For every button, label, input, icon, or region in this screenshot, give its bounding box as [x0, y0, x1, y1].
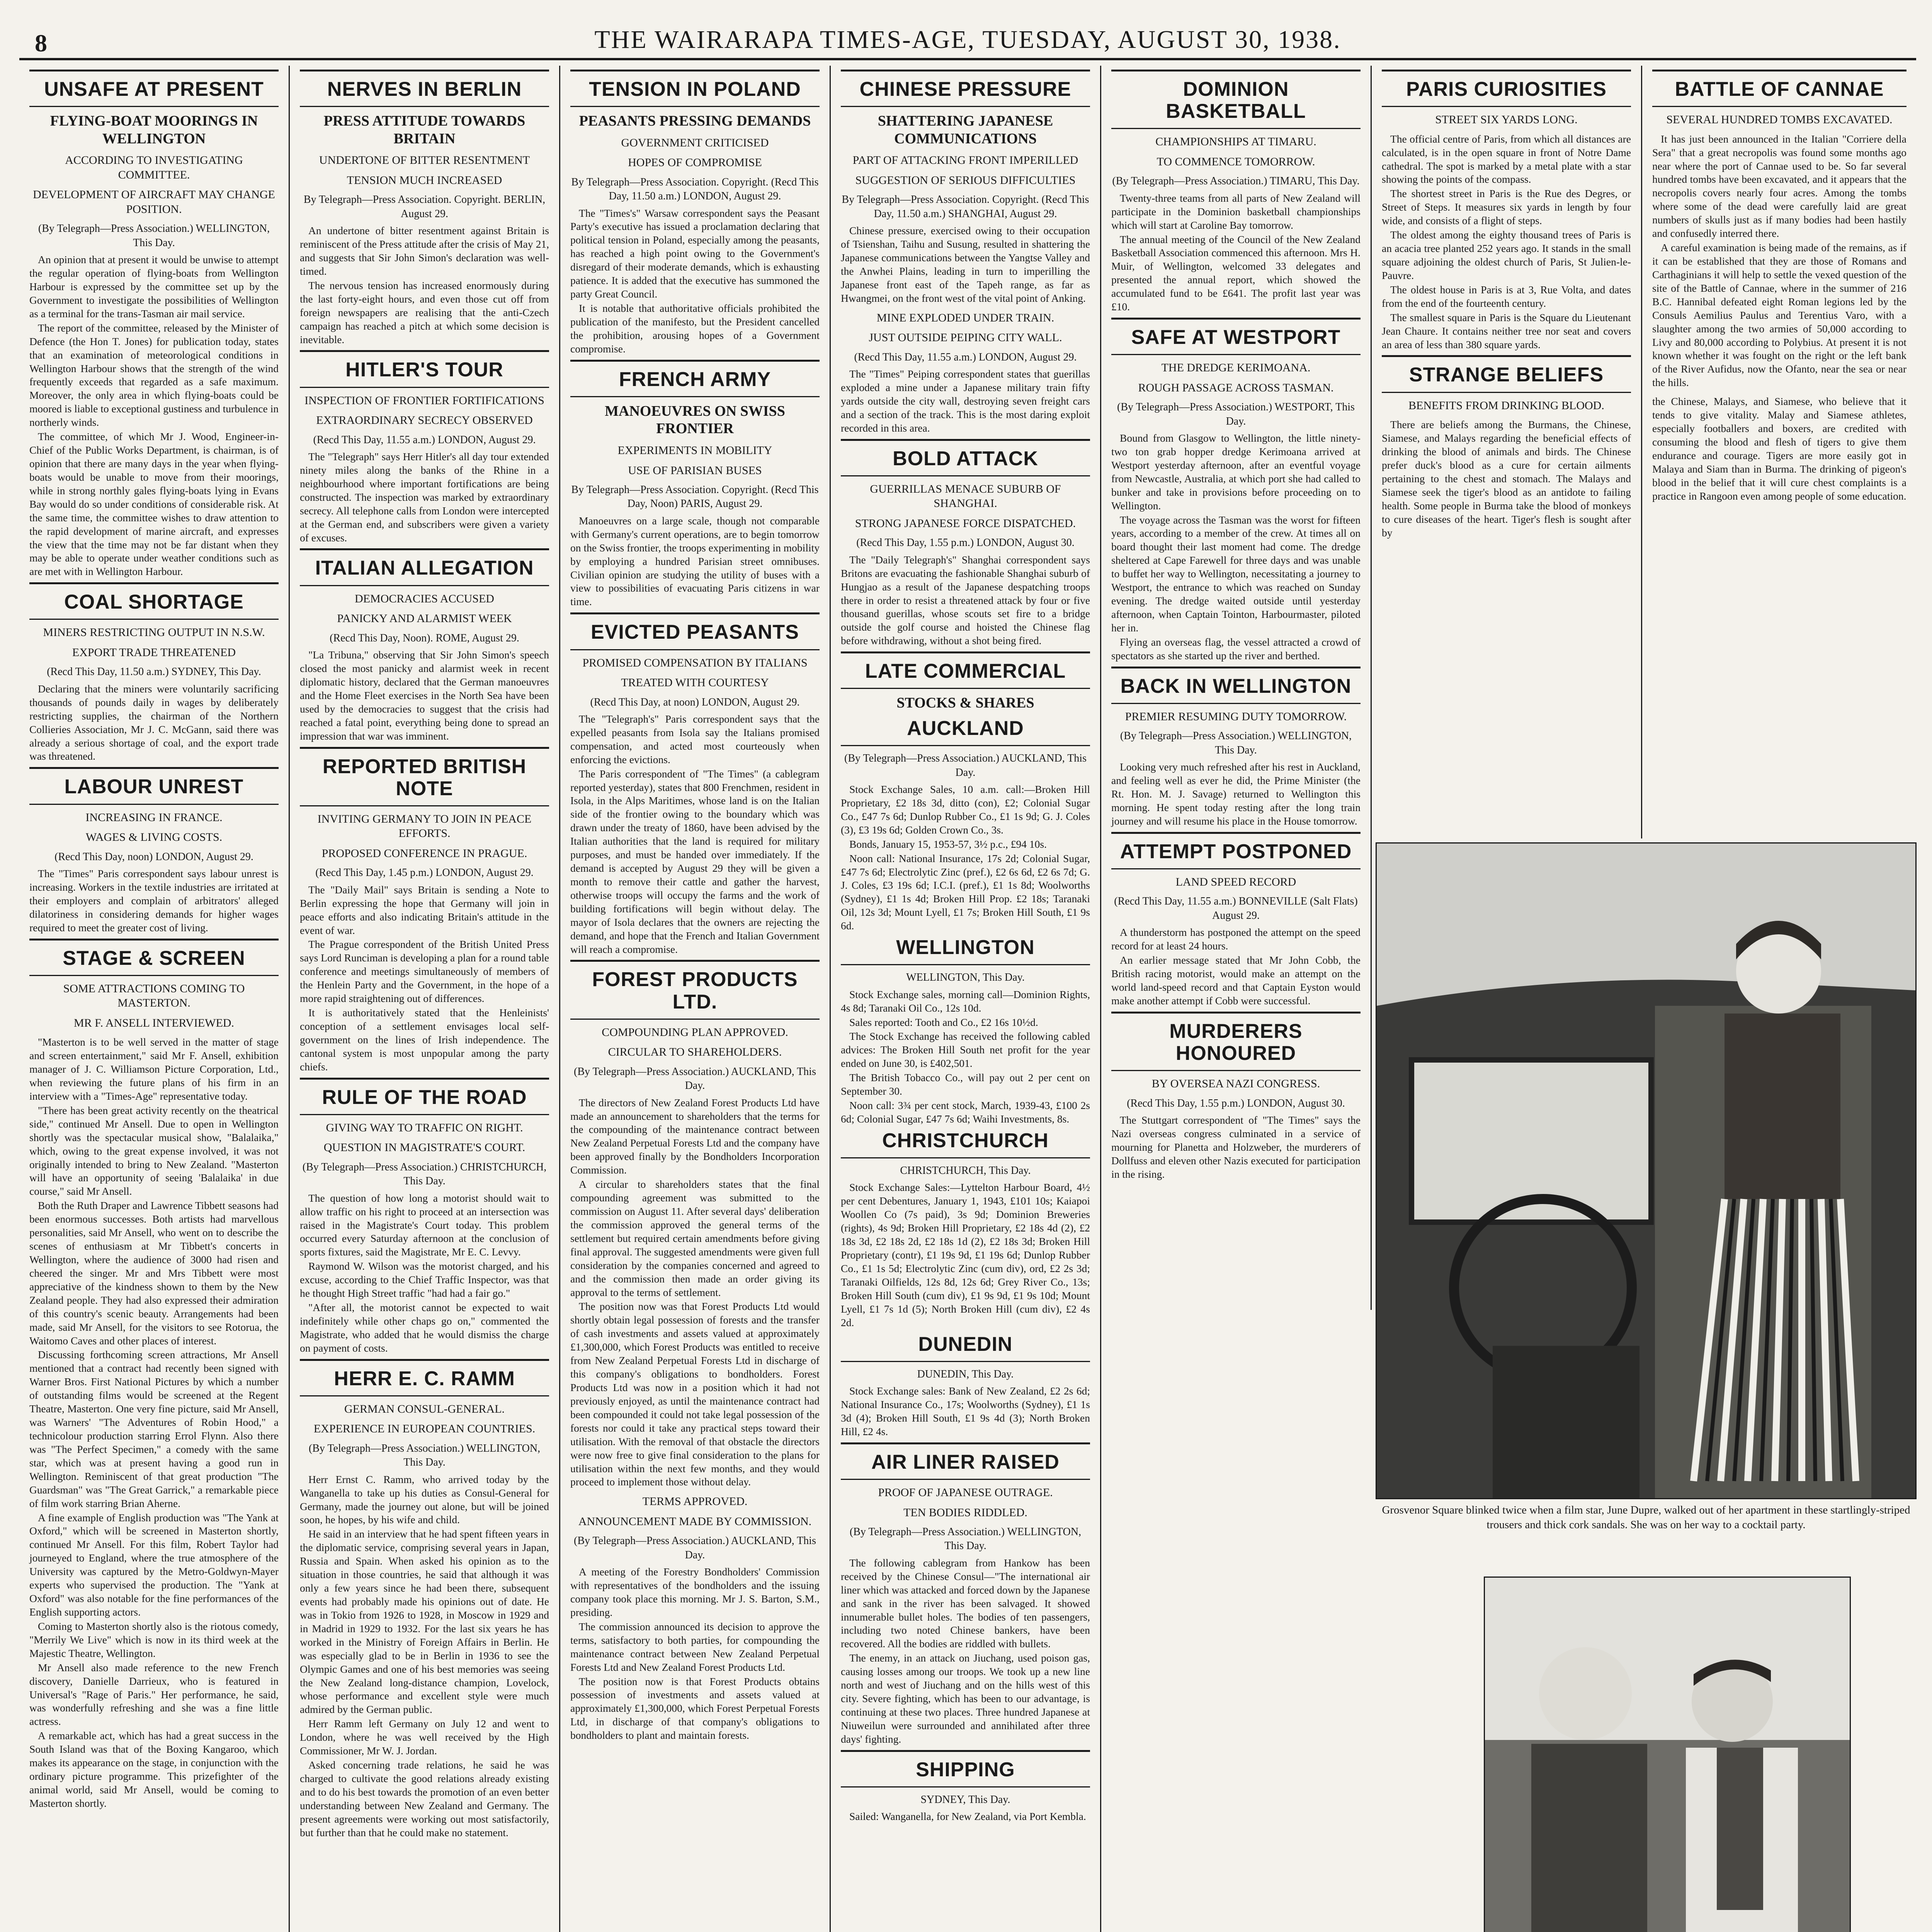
paragraph: It has just been announced in the Italian "Corriere della Sera" that a great necropolis was found some months ago near where the port of Cannae used to be. So far several hundred tombs have been excavated, and it appears that the necropolis covers nearly four acres. Among the tombs where some of the dead were carefully laid are great numbers of skulls just as if many bodies had been hastily and confusedly interred there.	[1652, 133, 1906, 240]
subhead: TEN BODIES RIDDLED.	[903, 1506, 1027, 1519]
paragraph: The "Telegraph" says Herr Hitler's all day tour extended ninety miles along the banks of the Rhine in a neighbourhood where important fortifications are being constructed. The inspection was marked by extraordinary secrecy. All telephone calls from London were intercepted at the German end, and subscribers were given a variety of excuses.	[300, 451, 549, 544]
subhead: PROPOSED CONFERENCE IN PRAGUE.	[321, 847, 527, 860]
photo-film-star-car	[1376, 842, 1917, 1499]
subhead: TREATED WITH COURTESY	[621, 676, 769, 689]
paragraph: Stock Exchange Sales:—Lyttelton Harbour Board, 4½ per cent Debentures, January 1, 1943, £101 10s; Kaiapoi Woollen Co (7s paid), 3s 9d; Dominion Breweries (rights), 4s 9d; Broken Hill Proprietary, £2 18s 4d (2), £2 18s 3d, £2 18s 2d, £2 18s 1d (2), £2 18s 3d; Broken Hill Proprietary (contr), £1 19s 9d, £1 19s 6d; Dunlop Rubber Co., £1 1s 5d; Electrolytic Zinc (cum div), ord, £2 2s 3d; Taranaki Oilfields, 12s 8d, 12s 6d; Grey River Co., 13s; Broken Hill South (cum div), £1 9s 9d, £1 9s 10d; Mount Lyell, £1 7s 1d (5); North Broken Hill (cum div), £2 4s 2d.	[841, 1181, 1090, 1328]
dateline: By Telegraph—Press Association. Copyright. (Recd This Day, 11.50 a.m.) LONDON, August 29.	[571, 176, 819, 202]
article-body	[841, 988, 1090, 1126]
paragraph: Twenty-three teams from all parts of New Zealand will participate in the Dominion basketball championships which will start at Caroline Bay tomorrow.	[1111, 192, 1361, 231]
subhead: EXPERIMENTS IN MOBILITY	[617, 444, 772, 457]
paragraph: There are beliefs among the Burmans, the Chinese, Siamese, and Malays regarding the beneficial effects of drinking the blood of animals and birds. The Chinese prefer duck's blood as a cure for certain ailments pertaining to the chest and stomach. The Malays and Siamese seek the tiger's blood as an antidote to failing health. Some people in Burma take the blood of monkeys to cure diseases of the heart. Tiger's flesh is sought after by	[1382, 418, 1631, 539]
subhead: STOCKS & SHARES	[896, 695, 1034, 711]
paragraph: Mr Ansell also made reference to the new French discovery, Danielle Darrieux, who is featured in Universal's "Rage of Paris." Her performance, he said, was wonderfully refreshing and she was a fine little actress.	[29, 1661, 279, 1728]
headline-bold-attack: BOLD ATTACK	[841, 439, 1090, 476]
subhead: COMPOUNDING PLAN APPROVED.	[602, 1026, 788, 1039]
paragraph: Asked concerning trade relations, he said he was charged to cultivate the good relations already existing and to do his best towards the promotion of an even better understanding between New Zealand and Germany. The present agreements were working out most satisfactorily, but further than that he could make no statement.	[300, 1759, 549, 1838]
paragraph: The "Times's" Warsaw correspondent says the Peasant Party's executive has issued a proclamation declaring that political tension in Poland, especially among the peasants, has reached a high point owing to the Government's disregard of their moderate demands, which is exhausting patience. It is added that the executive has summoned the party Great Council.	[570, 207, 820, 300]
dateline: By Telegraph—Press Association. Copyright. BERLIN, August 29.	[303, 194, 546, 220]
dateline: WELLINGTON, This Day.	[906, 971, 1025, 984]
dateline: DUNEDIN, This Day.	[917, 1368, 1014, 1380]
paragraph: An opinion that at present it would be unwise to attempt the regular operation of flying-boats from Wellington Harbour is expressed by the committee set up by the Government to investigate the possibilities of Wellington as a terminal for the trans-Tasman air mail service.	[29, 253, 279, 320]
article-body	[29, 867, 279, 935]
article-body	[841, 1810, 1090, 1823]
subhead: DEMOCRACIES ACCUSED	[355, 592, 494, 605]
headline-poland: TENSION IN POLAND	[570, 70, 820, 107]
article-body	[570, 514, 820, 609]
subhead: TO COMMENCE TOMORROW.	[1156, 155, 1315, 168]
article-body	[841, 783, 1090, 933]
subhead: ANNOUNCEMENT MADE BY COMMISSION.	[578, 1515, 812, 1528]
paragraph: The position now was that Forest Products Ltd would shortly obtain legal possession of forests and the transfer of cash investments and assets valued at approximately £1,300,000, which Forest Products was entitled to receive from New Zealand Perpetual Forests Ltd in discharge of this company's obligations to bondholders. Forest Products Ltd was now in a position which it had not previously enjoyed, as until the maintenance contract had been compounded it could not take legal possession of the forests nor could it take any practical steps toward their utilisation. With the removal of that obstacle the directors were now free to give final consideration to the plans for utilisation within the next few months, and they would proceed to implement those without delay.	[570, 1300, 820, 1488]
paragraph: Sales reported: Tooth and Co., £2 16s 10½d.	[849, 1016, 1038, 1028]
subhead: LAND SPEED RECORD	[1175, 875, 1296, 888]
paragraph: A meeting of the Forestry Bondholders' Commission with representatives of the bondholders and the issuing company took place this morning. Mr J. S. Barton, S.M., presiding.	[570, 1566, 820, 1618]
headline-chinese-pressure: CHINESE PRESSURE	[841, 70, 1090, 107]
column-6	[1372, 66, 1642, 838]
headline-back-in-wellington: BACK IN WELLINGTON	[1111, 667, 1361, 704]
paragraph: The Stock Exchange has received the following cabled advices: The Broken Hill South net profit for the year ended on June 30, is £402,501.	[841, 1030, 1090, 1070]
subhead: USE OF PARISIAN BUSES	[628, 464, 762, 477]
article-body	[29, 1036, 279, 1810]
headline-labour: LABOUR UNREST	[29, 767, 279, 804]
subhead: PANICKY AND ALARMIST WEEK	[337, 612, 512, 625]
paragraph: A careful examination is being made of the remains, as if it can be established that they are those of Romans and Carthaginians it will help to settle the vexed question of the site of the Battle of Cannae, where in the summer of 216 B.C. Hannibal defeated eight Roman legions led by the Consuls Aemilius Paulus and Terentius Varo, with a slaughter among the two armies of 50,000 according to Livy and 80,000 according to Polybius. At present it is not known whether it was fought on the right or the left bank of the River Aufidus, now the Ofanto, near the sea or near the hills.	[1652, 242, 1906, 389]
subhead: ROUGH PASSAGE ACROSS TASMAN.	[1138, 381, 1334, 394]
headline-wellington: WELLINGTON	[841, 937, 1090, 965]
subhead: THE DREDGE KERIMOANA.	[1161, 361, 1311, 374]
column-5	[1101, 66, 1372, 1310]
headline-attempt-postponed: ATTEMPT POSTPONED	[1111, 832, 1361, 869]
dateline: (By Telegraph—Press Association.) WELLINGTON, This Day.	[308, 1442, 541, 1469]
paragraph: Noon call: 3¾ per cent stock, March, 1939-43, £100 2s 6d; Colonial Sugar, £47 7s 6d; Waihi Investments, 8s.	[841, 1099, 1090, 1125]
paragraph: It is notable that authoritative officials prohibited the publication of the manifesto, but the President cancelled the prohibition, arousing hopes of a Government compromise.	[570, 302, 820, 355]
article-body	[570, 207, 820, 356]
photo-image	[1485, 1578, 1850, 1932]
subhead: PROMISED COMPENSATION BY ITALIANS	[582, 656, 808, 669]
subhead: FLYING-BOAT MOORINGS IN WELLINGTON	[50, 113, 258, 147]
article-body	[29, 253, 279, 578]
paragraph: The shortest street in Paris is the Rue des Degres, or Street of Steps. It measures six yards in length by four wide, and consists of a flight of steps.	[1382, 187, 1631, 227]
paragraph: Herr Ramm left Germany on July 12 and went to London, where he was well received by the High Commissioner, Mr W. J. Jordan.	[300, 1718, 549, 1757]
headline-air-liner: AIR LINER RAISED	[841, 1442, 1090, 1480]
headline-unsafe: UNSAFE AT PRESENT	[29, 70, 279, 107]
dateline: (Recd This Day, 1.55 p.m.) LONDON, August 30.	[1127, 1097, 1345, 1109]
dateline: (By Telegraph—Press Association.) WESTPORT, This Day.	[1117, 401, 1355, 427]
headline-french-army: FRENCH ARMY	[570, 360, 820, 397]
paragraph: Discussing forthcoming screen attractions, Mr Ansell mentioned that a contract had recently been signed with Warner Bros. First National Pictures by which a number of outstanding films would be screened at the Regent Theatre, Masterton. One very fine picture, said Mr Ansell, was Warners' "The Adventures of Robin Hood," a technicolour production starring Errol Flynn. Also there was "The Perfect Specimen," a comedy with the same star, which was at present having a good run in Wellington. Reminiscent of that great production "The Guardsman" was "The Great Garrick," a remarkable piece of film work starring Brian Aherne.	[29, 1349, 279, 1509]
paragraph: The official centre of Paris, from which all distances are calculated, is in the open square in front of Notre Dame cathedral. The spot is marked by a metal plate with a star showing the points of the compass.	[1382, 133, 1631, 185]
photo-caption: Grosvenor Square blinked twice when a film star, June Dupre, walked out of her apartment in these startlingly-striped trousers and thick cork sandals. She was on her way to a cocktail party.	[1382, 1504, 1910, 1531]
subhead: BENEFITS FROM DRINKING BLOOD.	[1408, 399, 1604, 412]
paragraph: Stock Exchange Sales, 10 a.m. call:—Broken Hill Proprietary, £2 18s 3d, ditto (con), £2; Colonial Sugar Co., £47 7s 6d; Dunlop Rubber Co., £1 1s 9d; G. J. Coles (3), £3 19s 6d; Golden Crown Co., 3s.	[841, 783, 1090, 836]
paragraph: A circular to shareholders states that the final compounding agreement was submitted to the commission on August 11. After several days' deliberation the commission approved the general terms of the settlement but required certain amendments before giving final approval. The suggested amendments were given full consideration by the companies concerned and agreed to and the commission then made an order giving its approval to the terms of settlement.	[570, 1178, 820, 1298]
headline-late-commercial: LATE COMMERCIAL	[841, 651, 1090, 689]
headline-shipping: SHIPPING	[841, 1750, 1090, 1787]
headline-evicted: EVICTED PEASANTS	[570, 612, 820, 650]
newspaper-title: THE WAIRARAPA TIMES-AGE, TUESDAY, AUGUST 30, 1938.	[594, 26, 1341, 54]
article-body	[1111, 926, 1361, 1008]
paragraph: It is authoritatively stated that the Henleinists' conception of a settlement envisages local self-government on the lines of Irish independence. The cantonal system is most unpopular among the party chiefs.	[300, 1007, 549, 1073]
dateline: CHRISTCHURCH, This Day.	[900, 1165, 1031, 1177]
paragraph: The commission announced its decision to approve the terms, satisfactory to both parties, for compounding the maintenance contract between New Zealand Perpetual Forests Ltd and New Zealand Forest Products Ltd.	[570, 1620, 820, 1673]
article-body	[570, 713, 820, 956]
headline-forest-products: FOREST PRODUCTS LTD.	[570, 960, 820, 1019]
subhead: GERMAN CONSUL-GENERAL.	[344, 1402, 505, 1415]
paragraph: Both the Ruth Draper and Lawrence Tibbett seasons had been enormous successes. Both artists had marvellous personalities, said Mr Ansell, who went on to describe the scenes of enthusiasm at Mr Tibbett's concerts in Wellington, where the audience of 3000 had risen and cheered the singer. Mr and Mrs Tibbett were most appreciative of the kindness shown to them by the New Zealand people. They had also expressed their admiration of this country's scenic beauty. Arrangements had been made, said Mr Ansell, for the visitors to see Rotorua, the Waitomo Caves and other places of interest.	[29, 1199, 279, 1347]
article-body	[841, 224, 1090, 305]
subhead: MANOEUVRES ON SWISS FRONTIER	[605, 403, 785, 437]
dateline: (By Telegraph—Press Association.) AUCKLAND, This Day.	[574, 1065, 816, 1092]
headline-westport: SAFE AT WESTPORT	[1111, 318, 1361, 355]
subhead: GUERRILLAS MENACE SUBURB OF SHANGHAI.	[870, 482, 1061, 510]
headline-christchurch: CHRISTCHURCH	[841, 1130, 1090, 1158]
paragraph: Stock Exchange sales: Bank of New Zealand, £2 2s 6d; National Insurance Co., 17s; Woolworths (Sydney), £1 1s 3d (4); Broken Hill South, £1 9s 4d (3); North Broken Hill, £2 4s.	[841, 1385, 1090, 1437]
paragraph: The question of how long a motorist should wait to allow traffic on his right to proceed at an intersection was raised in the Magistrate's Court today. This problem occurred every Saturday afternoon at the conclusion of sports fixtures, said the Magistrate, Mr E. C. Levvy.	[300, 1192, 549, 1258]
paragraph: The "Times" Paris correspondent says labour unrest is increasing. Workers in the textile industries are irritated at their employers and complain of arbitrators' alleged dilatoriness in considering demands for higher wages required to meet the greater cost of living.	[29, 867, 279, 934]
dateline: (Recd This Day, 11.55 a.m.) BONNEVILLE (Salt Flats) August 29.	[1114, 895, 1358, 922]
paragraph: Bound from Glasgow to Wellington, the little ninety-two ton grab hopper dredge Kerimoana arrived at Westport yesterday afternoon, after an eventful voyage from Newcastle, Australia, at which port she had called to bunker and take in provisions before proceeding on to Wellington.	[1111, 432, 1361, 512]
column-7	[1642, 66, 1917, 838]
subhead: EXPERIENCE IN EUROPEAN COUNTRIES.	[313, 1422, 536, 1435]
article-body	[841, 367, 1090, 435]
subhead: STRONG JAPANESE FORCE DISPATCHED.	[855, 517, 1076, 530]
subhead: PART OF ATTACKING FRONT IMPERILLED	[852, 154, 1078, 167]
subhead: MINE EXPLODED UNDER TRAIN.	[876, 311, 1054, 324]
headline-strange-beliefs: STRANGE BELIEFS	[1382, 355, 1631, 393]
article-body	[1111, 192, 1361, 314]
subhead: BY OVERSEA NAZI CONGRESS.	[1151, 1077, 1320, 1090]
article-body	[300, 450, 549, 544]
article-body	[1652, 395, 1906, 503]
paragraph: The "Times" Peiping correspondent states that guerillas exploded a mine under a Japanese military train fifty yards outside the city wall, destroying seven freight cars and a section of the track. This is the most daring exploit recorded in this area.	[841, 368, 1090, 434]
paragraph: The enemy, in an attack on Jiuchang, used poison gas, causing losses among our troops. We took up a new line north and west of Jiuchang and on the hills west of this city. Severe fighting, which has been to our advantage, is continuing at these two places. Three hundred Japanese at Niuweilun were surrounded and annihilated after three days' fighting.	[841, 1652, 1090, 1745]
article-body	[1111, 760, 1361, 828]
subhead: INCREASING IN FRANCE.	[85, 811, 223, 824]
subhead: PEASANTS PRESSING DEMANDS	[579, 113, 811, 129]
paragraph: The voyage across the Tasman was the worst for fifteen years, according to a member of the crew. At times all on board thought their last moment had come. The dredge sheltered at Cape Farewell for three days and was unable to buffet her way to Wellington, necessitating a journey to Westport, the entrance to which was reached on Sunday evening. The dredge waited outside until yesterday afternoon, when Captain Tointon, Harbourmaster, piloted her in.	[1111, 514, 1361, 634]
dateline: (By Telegraph—Press Association.) AUCKLAND, This Day.	[844, 752, 1087, 779]
paragraph: Coming to Masterton shortly also is the riotous comedy, "Merrily We Live" which is now in its third week at the Majestic Theatre, Wellington.	[29, 1620, 279, 1659]
paragraph: A thunderstorm has postponed the attempt on the speed record for at least 24 hours.	[1111, 926, 1361, 952]
paragraph: The smallest square in Paris is the Square du Lieutenant Jean Chaure. It contains neither tree nor seat and covers an area of less than 380 square yards.	[1382, 311, 1631, 350]
paragraph: He said in an interview that he had spent fifteen years in the diplomatic service, comprising several years in Japan, Russia and Spain. When asked his opinion as to the situation in those countries, he said that although it was only a few years since he had been there, subsequent events had probably made his opinions out of date. He was in Tokio from 1926 to 1928, in Moscow in 1929 and in Madrid in 1929 to 1932. For the last six years he has worked in the Ministry of Foreign Affairs in Berlin. He was especially glad to be in Berlin in 1936 to see the Olympic Games and one of his best memories was seeing the New Zealand long-distance champion, Lovelock, whose performance and excellent style were much admired by the German public.	[300, 1528, 549, 1716]
column-2	[290, 66, 560, 1932]
paragraph: The following cablegram from Hankow has been received by the Chinese Consul—"The international air liner which was attacked and forced down by the Japanese and sank in the river has been salvaged. It showed innumerable bullet holes. The bodies of ten passengers, including two noted Chinese bankers, have been recovered. All the bodies are riddled with bullets.	[841, 1556, 1090, 1650]
dateline: By Telegraph—Press Association. Copyright. (Recd This Day, 11.50 a.m.) SHANGHAI, August 29.	[842, 194, 1089, 220]
paragraph: An earlier message stated that Mr John Cobb, the British racing motorist, would make an attempt on the world land-speed record and that Captain Eyston would make another attempt if Cobb were successful.	[1111, 954, 1361, 1007]
subhead: SEVERAL HUNDRED TOMBS EXCAVATED.	[1666, 113, 1893, 126]
paragraph: "There has been great activity recently on the theatrical side," continued Mr Ansell. Due to open in Wellington shortly was the spectacular musical show, "Balalaika," which, owing to the great expense involved, it was not originally intended to bring to New Zealand. "Masterton will have an opportunity of seeing 'Balalaika' in due course," said Mr Ansell.	[29, 1104, 279, 1197]
subhead: INSPECTION OF FRONTIER FORTIFICATIONS	[304, 394, 544, 407]
article-body	[300, 1192, 549, 1355]
headline-dunedin: DUNEDIN	[841, 1333, 1090, 1362]
headline-coal: COAL SHORTAGE	[29, 582, 279, 620]
paragraph: A fine example of English production was "The Yank at Oxford," which will be screened in Masterton shortly, continued Mr Ansell. For this film, Robert Taylor had journeyed to England, where the true atmosphere of the University was captured by the Metro-Goldwyn-Mayer experts who supervised the production. The "Yank at Oxford" was also notable for the fine performances of the English supporting actors.	[29, 1511, 279, 1618]
subhead: GOVERNMENT CRITICISED	[621, 136, 769, 149]
paragraph: The annual meeting of the Council of the New Zealand Basketball Association commenced this afternoon. Mrs H. Muir, of Wellington, welcomed 33 delegates and presented the annual report, which showed the accumulated fund to be £641. The profit last year was £10.	[1111, 233, 1361, 313]
paragraph: A remarkable act, which has had a great success in the South Island was that of the Boxing Kangaroo, which makes its appearance on the stage, in conjunction with the ordinary picture programme. This prizefighter of the animal world, said Mr Ansell, would be coming to Masterton shortly.	[29, 1730, 279, 1809]
subhead: EXTRAORDINARY SECRECY OBSERVED	[316, 414, 533, 427]
paragraph: The "Telegraph's" Paris correspondent says that the expelled peasants from Isola say the Italians promised compensation, and acted most courteously when enforcing the evictions.	[570, 713, 820, 765]
article-body	[300, 224, 549, 346]
column-3	[560, 66, 831, 1932]
paragraph: Flying an overseas flag, the vessel attracted a crowd of spectators as she started up the river and berthed.	[1111, 636, 1361, 662]
dateline: (Recd This Day, 11.55 a.m.) LONDON, August 29.	[313, 434, 536, 446]
article-body	[570, 1096, 820, 1489]
paragraph: An undertone of bitter resentment against Britain is reminiscent of the Press attitude after the crisis of May 21, and suggests that Sir John Simon's declaration was well-timed.	[300, 224, 549, 277]
paragraph: "Masterton is to be well served in the matter of stage and screen entertainment," said Mr F. Ansell, exhibition manager of J. C. Williamson Picture Corporation, Ltd., when reviewing the future plans of his firm in an interview with a "Times-Age" representative today.	[29, 1036, 279, 1102]
dateline: By Telegraph—Press Association. Copyright. (Recd This Day, Noon) PARIS, August 29.	[571, 484, 819, 510]
subhead: PREMIER RESUMING DUTY TOMORROW.	[1125, 710, 1347, 723]
paragraph: The position now is that Forest Products obtains possession of investments and assets valued at approximately £1,300,000, which Forest Perpetual Forests Ltd, in discharge of that company's obligations to bondholders to plant and maintain forests.	[570, 1675, 820, 1742]
paragraph: "La Tribuna," observing that Sir John Simon's speech closed the most panicky and alarmist week in recent diplomatic history, declared that the German manoeuvres and the Home Fleet exercises in the North Sea have been used by the democracies to suggest that the crisis had reached a fatal point, everything being done to spread an impression that war was imminent.	[300, 649, 549, 742]
paragraph: The report of the committee, released by the Minister of Defence (the Hon T. Jones) for publication today, states that an examination of meteorological conditions in Wellington Harbour shows that the strength of the wind frequently exceeds that regarded as a safe maximum. Moreover, the only area in which flying-boats could be moored is liable to exceptional gustiness and turbulence in northerly winds.	[29, 321, 279, 429]
subhead: SOME ATTRACTIONS COMING TO MASTERTON.	[63, 982, 245, 1010]
photo-image	[1377, 844, 1915, 1498]
subhead: DEVELOPMENT OF AIRCRAFT MAY CHANGE POSITION.	[33, 188, 275, 216]
headline-stage: STAGE & SCREEN	[29, 939, 279, 976]
paragraph: Raymond W. Wilson was the motorist charged, and his excuse, according to the Chief Traffic Inspector, was that he thought High Street traffic "had had a fair go."	[300, 1260, 549, 1299]
headline-berlin: NERVES IN BERLIN	[300, 70, 549, 107]
subhead: CIRCULAR TO SHAREHOLDERS.	[608, 1046, 782, 1059]
article-body	[1382, 418, 1631, 539]
headline-italian: ITALIAN ALLEGATION	[300, 548, 549, 586]
article-body	[300, 1473, 549, 1840]
subhead: INVITING GERMANY TO JOIN IN PEACE EFFORTS.	[317, 812, 532, 840]
dateline: (Recd This Day, at noon) LONDON, August 29.	[590, 696, 800, 708]
article-body	[29, 682, 279, 764]
headline-rule-of-road: RULE OF THE ROAD	[300, 1078, 549, 1115]
subhead: WAGES & LIVING COSTS.	[85, 831, 223, 844]
paragraph: The "Daily Mail" says Britain is sending a Note to Berlin expressing the hope that Germany will join in peace efforts and also indicating Britain's attitude in the event of war.	[300, 883, 549, 936]
dateline: (By Telegraph—Press Association.) TIMARU, This Day.	[1112, 175, 1360, 187]
paragraph: The Paris correspondent of "The Times" (a cablegram reported yesterday), states that 800 Frenchmen, resident in Isola, in the Alps Maritimes, whose land is on the Italian side of the frontier owing to the boundary which was drawn under the treaty of 1860, have been advised by the Italian authorities that the land is required for military purposes, and must be handed over immediately. If the demand is accepted by August 29 they will be given a month to remove their cattle and gather the harvest, otherwise troops will occupy the farms and the work of building fortifications will begin without delay. The mayor of Isola declares that the owners are rejecting the demand, and hope that the French and Italian Government will reach a compromise.	[570, 767, 820, 955]
paragraph: The Stuttgart correspondent of "The Times" says the Nazi overseas congress culminated in a service of mourning for Planetta and Holzweber, the murderers of Dollfuss and eleven other Nazis executed for participation in the rising.	[1111, 1114, 1361, 1180]
masthead	[19, 15, 1916, 60]
paragraph: The British Tobacco Co., will pay out 2 per cent on September 30.	[841, 1071, 1090, 1097]
subhead: SUGGESTION OF SERIOUS DIFFICULTIES	[855, 173, 1076, 187]
paragraph: The nervous tension has increased enormously during the last forty-eight hours, and even those cut off from foreign newspapers are realising that the anti-Czech campaign has reached a pitch at which some decision is inevitable.	[300, 279, 549, 345]
article-body	[570, 1565, 820, 1742]
headline-ramm: HERR E. C. RAMM	[300, 1359, 549, 1396]
paragraph: "After all, the motorist cannot be expected to wait indefinitely while other chaps go on," commented the Magistrate, who added that he would dismiss the charge on payment of costs.	[300, 1301, 549, 1354]
subhead: HOPES OF COMPROMISE	[628, 156, 762, 169]
headline-hitler-tour: HITLER'S TOUR	[300, 350, 549, 388]
dateline: (By Telegraph—Press Association.) WELLINGTON, This Day.	[849, 1526, 1082, 1552]
paragraph: Sailed: Wanganella, for New Zealand, via Port Kembla.	[849, 1810, 1086, 1823]
subhead: QUESTION IN MAGISTRATE'S COURT.	[323, 1141, 526, 1154]
paragraph: Looking very much refreshed after his rest in Auckland, and feeling well as ever he did, the Prime Minister (the Rt. Hon. M. J. Savage) returned to Wellington this morning. He spent today resting after the long train journey and will resume his place in the House tomorrow.	[1111, 761, 1361, 827]
subhead: STREET SIX YARDS LONG.	[1435, 113, 1578, 126]
article-body	[841, 1181, 1090, 1329]
dateline: (By Telegraph—Press Association.) CHRISTCHURCH, This Day.	[302, 1161, 547, 1187]
paragraph: the Chinese, Malays, and Siamese, who believe that it tends to give vitality. Malay and Siamese athletes, especially footballers and boxers, are credited with consuming the blood and flesh of tigers to give them endurance and courage. Tigers are more easily got in Malaya and Siam than in Burma. The drinking of pigeon's blood in the belief that it will cure chest complaints is a practice in Rangoon even among people of some education.	[1652, 395, 1906, 502]
article-body	[1111, 432, 1361, 663]
column-1	[19, 66, 290, 1932]
headline-british-note: REPORTED BRITISH NOTE	[300, 747, 549, 806]
article-body	[1652, 133, 1906, 390]
paragraph: Chinese pressure, exercised owing to their occupation of Tsienshan, Taihu and Susung, resulted in shattering the Japanese communications between the Yangtse Valley and the Anwhei Plains, leading in turn to imperilling the Japanese front east of the Tapeh range, as far as Hwangmei, on the front west of the vital point of Anking.	[841, 224, 1090, 304]
paragraph: The directors of New Zealand Forest Products Ltd have made an announcement to shareholders that the terms for the compounding of the maintenance contract between New Zealand Perpetual Forests Ltd and the company have been approved finally by the Bondholders Incorporation Commission.	[570, 1096, 820, 1176]
article-body	[841, 553, 1090, 648]
paragraph: Manoeuvres on a large scale, though not comparable with Germany's current operations, are to begin tomorrow on the Swiss frontier, the troops experimenting in mobility by employing a hundred Parisian street omnibuses. Civilian opinion are studying the utility of buses with a view to possibilities of evacuating Paris citizens in war time.	[570, 514, 820, 608]
paragraph: The Prague correspondent of the British United Press says Lord Runciman is developing a plan for a round table conference and meetings simultaneously of members of the Henlein Party and the Government, in the hope of a more rapid straightening out of differences.	[300, 938, 549, 1005]
dateline: (Recd This Day, 11.55 a.m.) LONDON, August 29.	[854, 351, 1077, 363]
paragraph: The committee, of which Mr J. Wood, Engineer-in-Chief of the Public Works Department, is chairman, is of opinion that there are many days in the year when flying-boats would be unable to move from their moorings, while in strong northly gales flying-boats lying in Evans Bay would do so under conditions of considerable risk. At the same time, the committee wishes to draw attention to the rapid development of marine aircraft, and expresses the view that the time may not be far distant when they may be able to operate under weather conditions such as are met with in Wellington Harbour.	[29, 430, 279, 578]
dateline: (Recd This Day, 1.55 p.m.) LONDON, August 30.	[856, 537, 1075, 549]
article-body	[300, 883, 549, 1074]
subhead: SHATTERING JAPANESE COMMUNICATIONS	[878, 113, 1053, 147]
subhead: PROOF OF JAPANESE OUTRAGE.	[878, 1486, 1053, 1499]
article-body	[1382, 133, 1631, 352]
dateline: (By Telegraph—Press Association.) WELLINGTON, This Day.	[1120, 730, 1352, 756]
subhead: MR F. ANSELL INTERVIEWED.	[74, 1016, 234, 1029]
dateline: SYDNEY, This Day.	[920, 1793, 1010, 1806]
subhead: TERMS APPROVED.	[642, 1495, 748, 1508]
subhead: UNDERTONE OF BITTER RESENTMENT	[319, 154, 530, 167]
column-4	[831, 66, 1101, 1932]
photo-hamilton-hitler	[1484, 1577, 1851, 1932]
dateline: (By Telegraph—Press Association.) WELLINGTON, This Day.	[38, 223, 270, 249]
article-body	[841, 1556, 1090, 1746]
headline-paris-curiosities: PARIS CURIOSITIES	[1382, 70, 1631, 107]
paragraph: Noon call: National Insurance, 17s 2d; Colonial Sugar, £47 7s 6d; Electrolytic Zinc (pref.), £2 6s 6d, £2 6s 7d; G. J. Coles, £3 19s 6d; I.C.I. (pref.), £1 1s 8d; Woolworths (Sydney), £1 1s 4d; Broken Hill Prop. £2 18s; Taranaki Oil, 12s 3d; Mount Lyell, £1 7s; Broken Hill South, £1 9s 6d.	[841, 852, 1090, 932]
article-body	[300, 648, 549, 743]
headline-auckland: AUCKLAND	[841, 718, 1090, 746]
paragraph: Declaring that the miners were voluntarily sacrificing thousands of pounds daily in wages by deliberately restricting supplies, the chairman of the Northern Collieries Association, Mr J. C. McGann, said there was already a serious shortage of coal, and the export trade was threatened.	[29, 682, 279, 762]
dateline: (Recd This Day, noon) LONDON, August 29.	[54, 850, 253, 863]
dateline: (Recd This Day, 1.45 p.m.) LONDON, August 29.	[315, 867, 534, 879]
subhead: ACCORDING TO INVESTIGATING COMMITTEE.	[65, 154, 243, 181]
article-body	[841, 1384, 1090, 1439]
paragraph: Herr Ernst C. Ramm, who arrived today by the Wanganella to take up his duties as Consul-General for Germany, made the journey out alone, but will be joined soon, he hopes, by his wife and child.	[300, 1473, 549, 1526]
paragraph: The "Daily Telegraph's" Shanghai correspondent says Britons are evacuating the fashionable Shanghai suburb of Hungjao as a result of the Japanese despatching troops there in order to resist a threatened attack by four or five thousand guerillas, whose scouts set fire to a bridge outside the golf course and hoisted the Chinese flag before withdrawing, without a shot being fired.	[841, 553, 1090, 647]
subhead: PRESS ATTITUDE TOWARDS BRITAIN	[323, 113, 526, 147]
headline-murderers: MURDERERS HONOURED	[1111, 1012, 1361, 1071]
subhead: CHAMPIONSHIPS AT TIMARU.	[1155, 135, 1316, 148]
dateline: (By Telegraph—Press Association.) AUCKLAND, This Day.	[574, 1535, 816, 1561]
subhead: JUST OUTSIDE PEIPING CITY WALL.	[869, 331, 1062, 344]
subhead: GIVING WAY TO TRAFFIC ON RIGHT.	[326, 1121, 523, 1134]
dateline: (Recd This Day, 11.50 a.m.) SYDNEY, This Day.	[47, 666, 261, 678]
subhead: TENSION MUCH INCREASED	[347, 173, 502, 187]
paragraph: Bonds, January 15, 1953-57, 3½ p.c., £94 10s.	[849, 838, 1047, 850]
subhead: MINERS RESTRICTING OUTPUT IN N.S.W.	[43, 626, 265, 639]
page-number: 8	[35, 29, 47, 57]
article-body	[1111, 1114, 1361, 1181]
headline-basketball: DOMINION BASKETBALL	[1111, 70, 1361, 129]
paragraph: Stock Exchange sales, morning call—Dominion Rights, 4s 8d; Taranaki Oil Co., 12s 10d.	[841, 988, 1090, 1014]
paragraph: The oldest among the eighty thousand trees of Paris is an acacia tree planted 252 years ago. It stands in the small square adjoining the oldest church of Paris, St Julien-le-Pauvre.	[1382, 229, 1631, 281]
paragraph: The oldest house in Paris is at 3, Rue Volta, and dates from the end of the fourteenth century.	[1382, 283, 1631, 309]
headline-cannae: BATTLE OF CANNAE	[1652, 70, 1906, 107]
dateline: (Recd This Day, Noon). ROME, August 29.	[330, 632, 519, 644]
subhead: EXPORT TRADE THREATENED	[72, 646, 236, 659]
